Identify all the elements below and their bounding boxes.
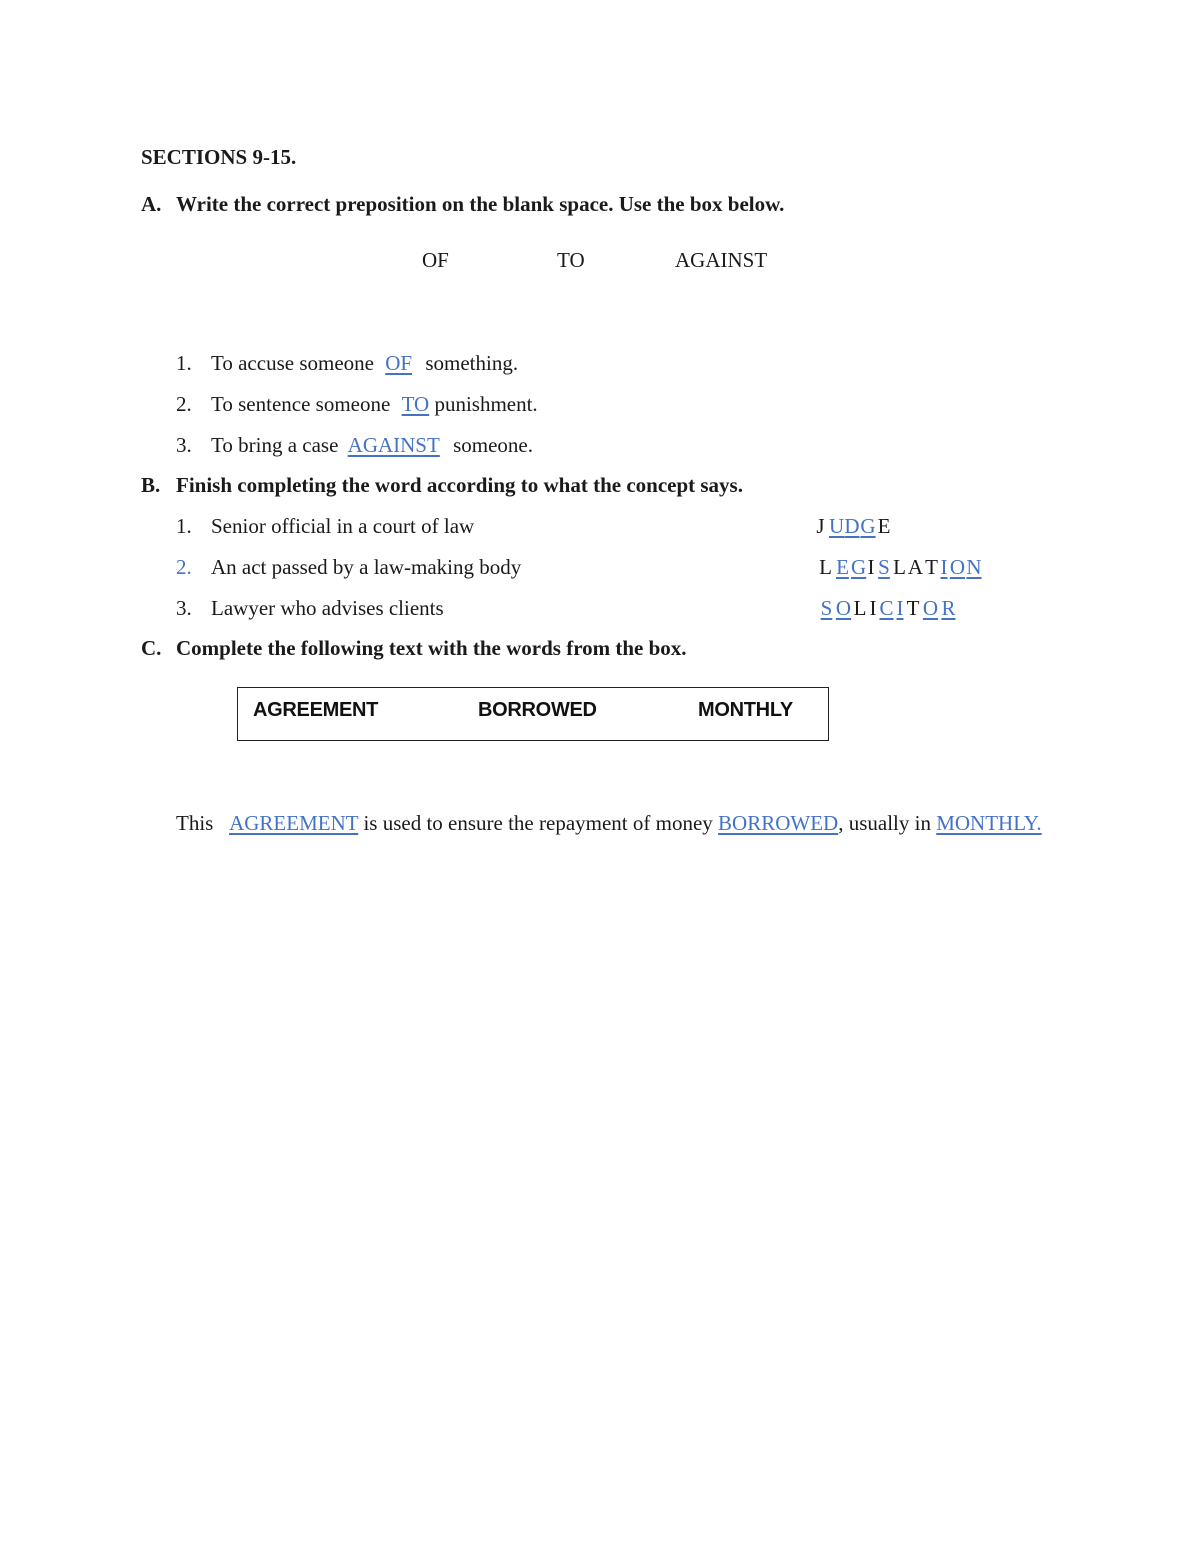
word-letter: E — [836, 555, 849, 579]
word-box — [237, 687, 829, 741]
section-a-instruction: Write the correct preposition on the blank space. Use the box below. — [176, 192, 785, 216]
box-word: BORROWED — [478, 699, 597, 721]
paragraph-text: , usually in — [838, 811, 931, 835]
section-a-marker: A. — [141, 192, 162, 216]
word-letter: O — [949, 555, 966, 579]
option-word: AGAINST — [675, 248, 768, 272]
answer-blank: BORROWED — [718, 811, 839, 835]
word-letters — [812, 516, 892, 537]
word-letter: C — [879, 596, 894, 620]
word-letter: A — [907, 555, 924, 579]
word-letter: E — [877, 514, 891, 538]
answer-blank: OF — [385, 351, 413, 375]
word-letter: O — [835, 596, 852, 620]
word-letters — [817, 557, 982, 578]
option-word: OF — [422, 248, 449, 272]
word-letter: N — [966, 555, 982, 579]
word-letter: J — [816, 514, 825, 538]
item-text: To bring a case — [211, 433, 339, 457]
item-text: To sentence someone — [211, 392, 391, 416]
concept-text: An act passed by a law-making body — [211, 555, 522, 579]
section-c-instruction: Complete the following text with the words from the box. — [176, 636, 687, 660]
list-item-number: 1. — [176, 514, 192, 538]
concept-text: Lawyer who advises clients — [211, 596, 444, 620]
paragraph-text: This — [176, 811, 214, 835]
list-item-number: 2. — [176, 392, 192, 416]
section-c-marker: C. — [141, 636, 162, 660]
answer-blank: AGREEMENT — [229, 811, 359, 835]
word-letter: T — [906, 596, 920, 620]
box-word: MONTHLY — [698, 699, 793, 721]
word-letters — [818, 598, 957, 619]
box-word: AGREEMENT — [253, 699, 379, 721]
word-letter: I — [867, 555, 875, 579]
paragraph-text: is used to ensure the repayment of money — [363, 811, 713, 835]
answer-blank: MONTHLY. — [936, 811, 1042, 835]
page-title: SECTIONS 9-15. — [141, 145, 297, 169]
list-item-number: 3. — [176, 596, 192, 620]
item-text: something. — [425, 351, 519, 375]
word-letter: D — [844, 514, 860, 538]
section-b-instruction: Finish completing the word according to what the concept says. — [176, 473, 743, 497]
word-letter: S — [820, 596, 833, 620]
answer-blank: AGAINST — [347, 433, 440, 457]
answer-blank: TO — [401, 392, 430, 416]
word-letter: I — [869, 596, 877, 620]
word-letter: L — [819, 555, 832, 579]
word-letter: L — [893, 555, 906, 579]
list-item-number: 2. — [176, 555, 192, 579]
item-text: someone. — [453, 433, 533, 457]
list-item — [211, 394, 538, 415]
option-word: TO — [557, 248, 585, 272]
word-letter: G — [851, 555, 867, 579]
list-item-number: 3. — [176, 433, 192, 457]
word-letter: T — [925, 555, 938, 579]
item-text: To accuse someone — [211, 351, 374, 375]
word-letter: I — [896, 596, 904, 620]
word-letter: R — [941, 596, 956, 620]
word-letter: S — [878, 555, 890, 579]
completion-paragraph — [176, 803, 1060, 844]
word-letter: L — [853, 596, 867, 620]
word-letter: O — [922, 596, 939, 620]
section-b-marker: B. — [141, 473, 161, 497]
word-letter: I — [940, 555, 948, 579]
concept-text: Senior official in a court of law — [211, 514, 475, 538]
list-item-number: 1. — [176, 351, 192, 375]
word-letter: G — [860, 514, 876, 538]
word-letter: U — [829, 514, 845, 538]
list-item — [211, 353, 518, 374]
list-item — [211, 435, 533, 456]
item-text: punishment. — [434, 392, 538, 416]
